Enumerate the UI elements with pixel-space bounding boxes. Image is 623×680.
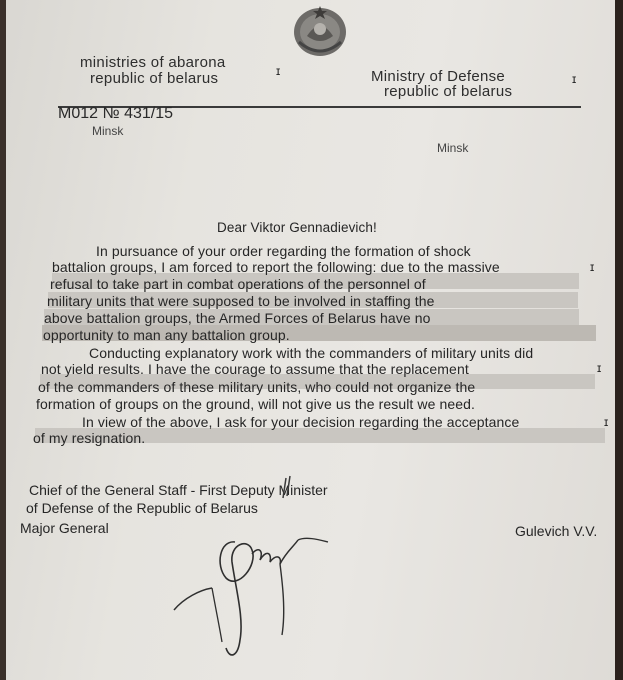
body-line: Conducting explanatory work with the commanders of military units did xyxy=(89,345,534,361)
city-right: Minsk xyxy=(437,141,469,155)
signature-title-line1: Chief of the General Staff - First Deputy Minister xyxy=(29,482,328,498)
body-line: In pursuance of your order regarding the formation of shock xyxy=(96,243,471,259)
stray-mark: ɪ xyxy=(276,64,281,78)
handwritten-signature xyxy=(160,470,350,665)
paper-edge-right xyxy=(615,0,623,680)
stray-mark: ɪ xyxy=(590,260,595,274)
header-left-line2: republic of belarus xyxy=(90,70,219,87)
paper-edge-left xyxy=(0,0,6,680)
header-right-line2: republic of belarus xyxy=(384,83,513,100)
body-line: formation of groups on the ground, will not give us the result we need. xyxy=(36,396,476,412)
body-line: In view of the above, I ask for your decision regarding the acceptance xyxy=(82,414,520,430)
body-line: refusal to take part in combat operations of the personnel of xyxy=(50,276,426,292)
body-line: not yield results. I have the courage to assume that the replacement xyxy=(41,361,469,377)
body-line: of the commanders of these military units, who could not organize the xyxy=(38,379,476,395)
stray-mark: ɪ xyxy=(572,72,577,86)
stray-mark: ɪ xyxy=(604,415,609,429)
signature-name: Gulevich V.V. xyxy=(515,523,598,539)
signature-rank: Major General xyxy=(20,520,109,536)
body-line: opportunity to man any battalion group. xyxy=(43,327,290,343)
header-right-line1: Ministry of Defense xyxy=(371,68,506,85)
body-line: military units that were supposed to be involved in staffing the xyxy=(47,293,435,309)
header-left-line1: ministries of abarona xyxy=(80,54,226,71)
body-line: of my resignation. xyxy=(33,430,146,446)
signature-title-line2: of Defense of the Republic of Belarus xyxy=(26,500,258,516)
body-line: battalion groups, I am forced to report the following: due to the massive xyxy=(52,259,500,275)
stray-mark: ɪ xyxy=(597,361,602,375)
document-number: M012 № 431/15 xyxy=(58,105,174,122)
salutation: Dear Viktor Gennadievich! xyxy=(217,220,377,235)
state-emblem-icon xyxy=(289,2,351,58)
body-line: above battalion groups, the Armed Forces of Belarus have no xyxy=(44,310,431,326)
city-left: Minsk xyxy=(92,124,124,138)
